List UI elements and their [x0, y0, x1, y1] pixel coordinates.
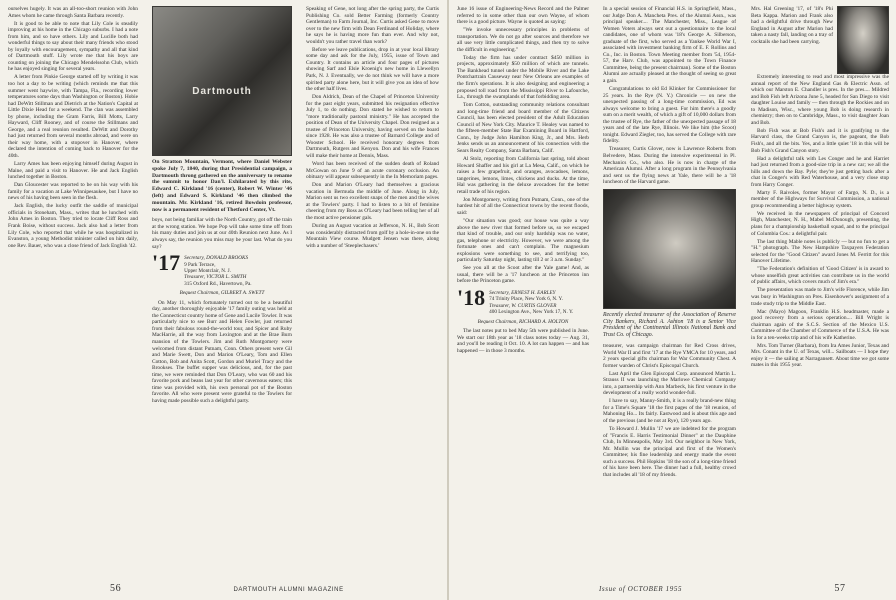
paragraph: A letter from Pinkie George started off by writing it was too hot a day to be writing (which reminds me that this summer went haywire, with Tampa, Fla., recording lower temperatures some days than Washington or Boston). Hobie had DeWitt Stillman and Dietrich at the Nation's Capital at Little Dixie Head for a weekend. The clan was assembled by phone, including the Gram Farris, Bill Motts, Larry Hayward, Cliff Rooney, and of course the Stillmans and George, and a real reunion resulted. DeWitt and Dorothy had just returned from several months abroad, and were on their way home, with a stopover in Hanover, where declared the intention of coming back to Hanover for the 40th.	[8, 74, 138, 160]
paragraph: To Howard J. Mullin '17 we are indebted for the program of "Francis E. Harris Testimonial Dinner" at the Dauphine Club, In Minneapolis, May 3rd. Our neighbor in New York, Mr. Mullin was the principal and first of the Women's Committee; his fine leadership and energy made the event such a success. Phil Hopkins '18 the son of a long-time friend of his have been here. The dinner had a full, healthy crowd that includes all '18 of my friends.	[603, 426, 736, 478]
photo-caption: On Stratton Mountain, Vermont, where Daniel Webster spoke July 7, 1840, during that Presidential campaign, a Dartmouth throng gathered on the anniversary to rename the summit to honor Dan'l. Exhilarated by this rite, Edward C. Kirkland '16 (center), Robert W. Winter '46 (left) and Edward S. Kirkland '46 then climbed the mountain. Mr. Kirkland '16, retired Bowdoin professor, now is a permanent resident of Thetford Center, Vt.	[152, 159, 292, 213]
class-year: '18	[457, 284, 486, 310]
left-column-1	[8, 6, 138, 566]
portrait-photo-small	[837, 6, 889, 74]
paragraph: Congratulations to old Ed Klinker for Commissioner for 25 years. In the Rye (N. Y.) Chronicle — on new the unexpected passing of a long-time commission, Ed was always welcome to bring a guest. For him there's a goodly sum on a merit wealth, of which a gift of 10,000 dollars from the trustee of Rye, the father of the unexpected passage of 18 years and of the late Rye, Illinois. We like him (the Scoot) tonight. Edward Ziegler, too, has served the College with rare fidelity.	[603, 86, 736, 145]
paragraph: Had a delightful talk with Les Conger and he and Harriet had just returned from a good-size trip in a new car; we all the hills and down the Bay. Pyle; they're just getting back after a chat in Conger's with Red Waterhouse, and a very close stop from Harry Conger.	[751, 155, 889, 188]
paragraph: Before we leave publications, drop in at your local library some day and ask for the July, 1955, issue of Town and Country. It contains an article and four pages of pictures showing Sarf and Elsie Kroenig's new home in Llewellyn Park, N. J. Eventually, we do not think we will have a more spirited party alone here, but it will give you an idea of how the other half lives.	[306, 46, 439, 93]
right-column-2	[603, 6, 736, 566]
treasurer: Treasurer, W. CURTIS GLOVER	[489, 302, 557, 309]
paragraph: Al Stolz, reporting from California last spring, told about Howard Shaffer and his girl at La Mesa, Calif., on which he raises a few grapefruit, and oranges, avocadoes, lemons, tangerines, lemons, limes, chickens and ducks. At the time, Hal was gathering in the deluxe avocadoes for the better retail trade of his region.	[457, 156, 589, 195]
paragraph: Last April the Glen Episcopal Corp. announced Martin L. Strauss II was launching the Marlowe Chemical Company into, a partnership with Ann Marbeck, his first venture in the development of a really world wonder-full.	[603, 370, 736, 397]
photo-caption: Recently elected treasurer of the Association of Reserve City Bankers, Richard A. Ashton '18 is a Senior Vice President of the Continental Illinois National Bank and Trust Co. of Chicago.	[603, 311, 736, 339]
left-column-3	[306, 6, 439, 566]
paragraph: Marty F. Raivoles, former Mayor of Fargo, N. D., is a member of the Highways for Survival Commission, a national group recommending a better highway system.	[751, 189, 889, 209]
paragraph: Tom Cotton, outstanding community relations consultant and long-time friend and board member of the Citizens Council, has been elected president of the Adult Education Council of New York City. Maurice T. Healey was named to the fifteen-member State Bar Examining Board in Hartford, Conn., by Judge John Hamilton King, Jr., and Mrs. Herb Jenks sends us an announcement of his connection with the Sears Realty Company, Santa Barbara, Calif.	[457, 102, 589, 154]
paragraph: Bob Fish was at Bob Fish's and it is gratifying to the Harvard class, the Grand Canyon is, the pageant, the Bob Fish's, and all the bits. Yes, and a little quiet '18 in this will be Bob Fish's Grand Canyon story.	[751, 127, 889, 154]
address: 400 Lexington Ave., New York 17, N. Y.	[489, 309, 574, 316]
paragraph: June 16 issue of Engineering-News Record and the Palmer referred to in some other than our own Wayne, of whom there is a good picture. Wayne is quoted as saying:	[457, 6, 589, 26]
address: Upper Montclair, N. J.	[184, 267, 231, 274]
paragraph: "The Federation's definition of 'Good Citizen' is in award to whose unselfish great activities can contribute us in the world of public affairs, which covers much of Jim's era."	[751, 266, 889, 286]
class-heading-18	[457, 284, 589, 316]
paragraph: "Our situation was good; our house was quite a way above the new river that formed before us, so we escaped that kind of trouble, and our only hardship was no water, gas, telephone or electricity. However, we were among the fortunate ones and can't complain. The magnesium explosions were something to see, and terrifying too, particularly Saturday night, lasting till 2 or 3 a.m. Sunday."	[457, 217, 589, 264]
address: 74 Trinity Place, New York 6, N. Y.	[489, 296, 563, 303]
paragraph: I have to say, Manny-Smith, it is a really brand-new thing for a Time's Square '18 the first pages of the '18 reunion, of Mahoning Ho... Its fairly. Eastwood and is about this age and of the previous (and be not at Rye), 120 years ago.	[603, 398, 736, 424]
class-year: '17	[152, 250, 181, 276]
paragraph: Mac (Mayo) Magoon, Franklin H.S. headmaster, made a good recovery from a serious operation.... Bill Wright is chairman again of the S.C.S. Section of the Mexico U.S. Committee of the Chamber of Commerce of the U.S.A. He was in for a ten-weeks trip and of his wife Katherine.	[751, 308, 889, 341]
right-page	[449, 0, 896, 600]
right-column-3	[751, 6, 889, 566]
paragraph: During an August vacation at Jefferson, N. H., Bob Scott was considerably distracted from golf by a hole-in-one on the Mountain View course. Mudgett Jensen was there, along with a number of 'Steeplechasers.'	[306, 223, 439, 249]
stratton-mountain-photo	[152, 6, 292, 156]
class-heading-17	[152, 250, 292, 287]
paragraph: On May 11, which fortunately turned out to be a beautiful day, another thoroughly enjoyable '17 family outing was held at the Connecticut country home of Gene and Lucile Towler. It was particularly nice to see Burr and Helen Fowler, just returned from their fabulous round-the-world tour, and Spicer and Ruby MacHarrie, all the way from Lexington and at the Brae Burn mansion of the Towlers. Jim and Ruth Montgomery were welcomed from distant Putnam, Conn. Others present were Gil and Marie Swett, Don and Marion O'Leary, Tom and Ellen Cotton, Bob and Anita Scott, Gordon and Muriel Tracy and the Brookses. The buffet supper was delicious, and, for the past time, we were reminded that Don O'Leary, who was 60 and his favorite pork and beans last year for other cavernous eaters; this time was provided with, his own personal pot of the Boston favorite. All who were present were grateful to the Towlers for having made possible such a delightful party.	[152, 299, 292, 404]
paragraph: Jon Montgomery, writing from Putnam, Conn., one of the hardest hit of all the Connecticut towns by the recent floods, said:	[457, 196, 589, 216]
paragraph: Mrs. Tom Turner (Barbara), from Ira Ames Junior, Texas and Mrs. Conant in the U. of Texas, will... Sailboats — I hope they enjoy it — the sailing at Narragansett. About time we got some mates in this 1955 year.	[751, 342, 889, 369]
secretary: Secretary, DONALD BROOKS	[184, 255, 249, 262]
paragraph: boys, not being familiar with the North Country, got off the train at the wrong station. We hope Pop will take some time off from his many duties and join us at our 40th Reunion next June. As I always say, the reunion you miss may be your last. What do you say?	[152, 217, 292, 250]
paragraph: "We invoke unnecessary principles in problems of transportation. We do not go after sources and therefore we all use very little complicated things, and then try to solve the difficult in engineering."	[457, 27, 589, 53]
secretary: Secretary, ERNEST H. EARLEY	[489, 289, 556, 296]
paragraph: Treasurer, Curtis Glover, now is Lawrence Roberts from Belvedere, Mass. During the intensive experimental in Pl. Mechanics Co., who also. He is now in charge of the American Alumni. After a long program in the Pennsylvania and sent us the flying news at Yale, there will be a '18 luncheon of the Harvard game.	[603, 146, 736, 186]
issue-label: Issue of OCTOBER 1955	[599, 585, 683, 593]
paragraph: Don Aldrich, Dean of the Chapel of Princeton University for the past eight years, submitted his resignation effective July 1, to do nothing. Don stated he wished to return to "more traditionally pastoral ministry." He has accepted the position of Dean of the University Chapel. Don resigned as a trustee of Princeton University, having served on the board since 1928. He was also a trustee of Barnard College and of Wooster School. He received honorary degrees from Dartmouth, Rutgers and Kenyon. Don and his wife Frances will make their home at Dennis, Mass.	[306, 94, 439, 160]
paragraph: The last notes put to bed May 5th were published in June. We start our 18th year as '18 class notes today — Aug. 31, and you'll be reading it Oct. 10. A lot can happen — and has happened — in those 3 months.	[457, 328, 589, 354]
paragraph: Extremely interesting to read and most impressive was the annual report of the New England Gas & Electric Assn. of which our Marston E. Chandler is pres. In the pres.... Mildred and Bob Fish left Arizona June 5, headed for San Diego to visit daughter Louise and family — then through the Rockies and on to Madison, Wisc., where young Bob is doing research in chemistry; then on to Cambridge, Mass., to visit daughter Joan and Bob.	[751, 74, 889, 126]
treasurer: Treasurer, VICTOR L. SMITH	[184, 274, 247, 281]
paragraph: Jack English, the lucky outfit the saddle of municipal officials in Stoneham, Mass., writes that he lunched with John Ames in Boston. They tried to locate Cliff Ross and Frank Boise, without success. Jack also had a letter from Lily Cole, who reported that while he was hospitalized in Evanston, a young Methodist minister called on him daily, one Rev. Bauer, who was a close friend of Jack English '42.	[8, 203, 138, 249]
photo-banner-text: Dartmouth	[192, 86, 252, 97]
paragraph: treasurer, was campaign chairman for Red Cross drives, World War II and first '17 at the Rye YMCA for 10 years, and 2 years special gifts chairman for War Community Chest. A former warden of Christ's Episcopal Church.	[603, 342, 736, 369]
paragraph: The last thing Mable notes is publicly — but no fun to get a "H." photograph. The New Hampshire Taxpayers Federation selected for the "Good Citizen" award Jones M. Ferritt for this Hanover Lifetime.	[751, 238, 889, 265]
page-number: 56	[110, 583, 122, 594]
class-officers	[184, 253, 251, 287]
paragraph: Mrs. Hal Greening '17, of '18's Phi Beta Kappa. Marion and Frank also had a delightful drive through New England in August after Marion had taken a nasty fall, landing on a tray of cocktails she had been carrying.	[751, 6, 833, 45]
page-number: 57	[834, 583, 846, 594]
paragraph: Today the firm has under contract $450 million in projects, approximately $50 million of which are tunnels. The Bankhead tunnel under the Mobile River and the Lake Pontchartrain Causeway near New Orleans are examples of the firm's operations. It is also designing and engineering a proposed toll road from the Mississippi River to Lafourche, La., through the swamplands of that forbidding area.	[457, 54, 589, 101]
paragraph: Speaking of Gene, not long after the spring party, the Curtis Publishing Co. sold Better Farming (formerly Country Gentleman) to Farm Journal, Inc. Curtis asked Gene to move over to the new firm with Dean Ferdinand of Holiday, where he says he is having more fun than ever. And why not, wouldn't you rather travel than work?	[306, 6, 439, 45]
address: 9 Park Terrace,	[184, 261, 216, 268]
left-page	[0, 0, 447, 600]
paragraph: We received in the newspapers of principal of Concord High, Manchester, N. H., Mabel McDonough, presenting, the plans for a championship basketball squad, and to the principal of Columbia Cos.: a delightful pair.	[751, 210, 889, 237]
ashton-portrait-photo	[603, 189, 736, 309]
paragraph: Don and Marion O'Leary had themselves a gracious vacation in Bermuda the middle of June. Along in July, Marion sent us two excellent snaps of the men and the wives at the Towlers' party. I had to listen to a bit of feminine cheering from my Boss as O'Leary had been telling her of all the most active pensioner gals.	[306, 182, 439, 221]
class-officers	[489, 288, 573, 316]
paragraph: The presentation was made to Jim's wife Florence, while Jim was busy in Washington on Pres. Eisenhower's assignment of a trade study trip to the Middle East.	[751, 287, 889, 307]
paragraph: Dan Gloucester was reported to be on his way with his family for a vacation at Lake Winnipesaukee, but I have no news of his having been seen in the flesh.	[8, 182, 138, 202]
paragraph: In a special session of Financial H.S. in Springfield, Mass., our Judge Don A. Mancheta Pres. of the Alumni Assn., was principal speaker.... The Manchester, Miss., League of Women Voters always sent out a questionnaire to the local candidates, one of whom was '18's George A. Silberson, graduate of the first, who served as a Yankee World War I, associated with investment banking firm of E. F. Rollins and Co., Inc. in Boston. Town Meeting member from '54, 1954-57, the Harv. Club, was appointed to the Town Finance Committee, being the present chairman). Some of the Boston Alumni are actually pleased at the thought of seeing so great a gain.	[603, 6, 736, 85]
top-row	[751, 6, 889, 74]
right-footer	[599, 583, 846, 594]
paragraph: See you all at the Scoot after the Yale game! And, as usual, there will be a '17 luncheon at the Princeton inn before the Princeton game.	[457, 265, 589, 285]
paragraph: ourselves hugely. It was an all-too-short reunion with John Ames whom he came through Santa Barbara recently.	[8, 6, 138, 19]
bequest-chairman: Bequest Chairman, GILBERT A. SWETT	[179, 290, 265, 297]
magazine-title: DARTMOUTH ALUMNI MAGAZINE	[233, 587, 344, 593]
top-text	[751, 6, 833, 74]
left-footer	[110, 583, 344, 594]
right-column-1	[457, 6, 589, 566]
left-column-2	[152, 6, 292, 566]
paragraph: It is good to be able to note that Lily Cole is steadily improving at his home in the Chicago suburbs. I had a note from him, and so have others. Lily and Lucille both had wonderful things to say about their many friends who stood by loyally with encouragement, sympathy and all that kind of Dartmouth stuff. Lily wrote me that his boys are counting on joining the Chicago Mendelssohn Club, which he has enjoyed singing for several years.	[8, 20, 138, 73]
paragraph: Larry Ames has been enjoying himself during August in Maine, and paid a visit to Hanover. He and Jack English lunched together in Boston.	[8, 161, 138, 181]
address: 315 Oxford Rd., Havertown, Pa.	[184, 280, 252, 287]
paragraph: Word has been received of the sudden death of Roland McGowan on June 9 of an acute coronary occlusion. An obituary will appear subsequently in the In Memoriam pages.	[306, 161, 439, 181]
bequest-chairman: Bequest Chairman, RICHARD A. HOLTON	[477, 318, 569, 325]
